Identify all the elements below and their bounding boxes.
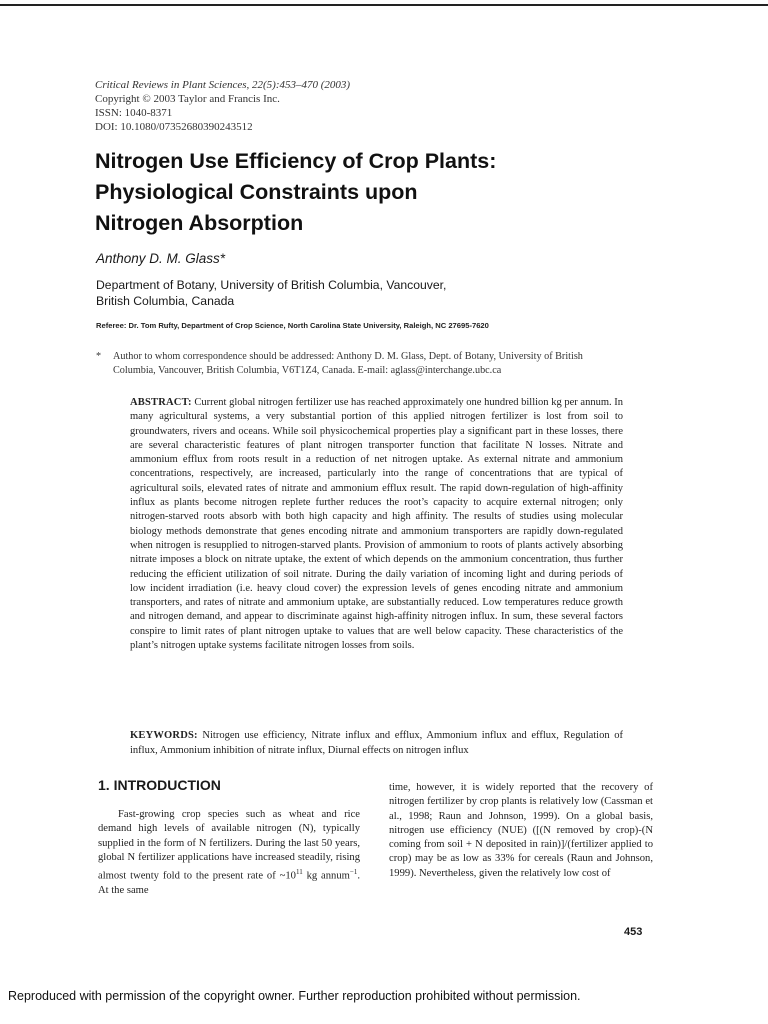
correspondence-footnote: [96, 350, 624, 378]
intro-right-column: time, however, it is widely reported that the recovery of nitrogen fertilizer by crop plants is relatively low (Cassman et al., 1998; Raun and Johnson, 1999). On a global basis, nitrogen use efficiency (NUE) ([(N removed by crop)-(N coming from soil + N deposited in rain)]/(fertilizer applied to crop) may be as low as 33% for cereals (Raun and Johnson, 1999). Nevertheless, given the relatively low cost of: [389, 782, 653, 879]
affiliation-line: Department of Botany, University of British Columbia, Vancouver,: [96, 278, 447, 292]
article-title: [95, 146, 685, 239]
abstract: [130, 396, 623, 653]
top-rule: [0, 4, 768, 6]
permission-notice: Reproduced with permission of the copyright owner. Further reproduction prohibited without permission.: [8, 989, 581, 1003]
title-line: Nitrogen Absorption: [95, 211, 304, 235]
intro-left-tail: . At the same: [98, 870, 360, 897]
affiliation-line: British Columbia, Canada: [96, 294, 235, 308]
keywords: [130, 729, 623, 758]
intro-left-unit: kg annum: [302, 870, 350, 882]
intro-left-column: [98, 808, 360, 898]
abstract-text: Current global nitrogen fertilizer use has reached approximately one hundred billion kg per annum. In many agricultural systems, a very substantial portion of this applied nitrogen fertilizer is lost from soil to groundwaters, rivers and oceans. While soil physicochemical properties play a significant part in these losses, there are several characteristic features of plant nitrogen transporter function that facilitate N losses. Nitrate and ammonium efflux from roots result in a reduction of net nitrogen uptake. As external nitrate and ammonium concentrations, respectively, are increased, particularly into the range of concentrations that are typical of agricultural soils, elevated rates of nitrate and ammonium efflux result. The rapid down-regulation of high-affinity influx as plants become nitrogen replete further reduces the root’s capacity to acquire external nitrogen; only nitrogen-starved roots absorb with both high capacity and high affinity. The results of studies using molecular biology methods demonstrate that genes encoding nitrate and ammonium transporters are rapidly down-regulated when nitrogen is resupplied to nitrogen-starved plants. Provision of ammonium to roots of plants actively absorbing nitrate imposes a block on nitrate uptake, the extent of which depends on the ammonium concentration, thus further reducing the efficient utilization of soil nitrate. During the daily variation of incoming light and during periods of low incident irradiation (i.e. heavy cloud cover) the expression levels of genes encoding nitrate and ammonium transporters, and rates of nitrate and ammonium uptake, are substantially reduced. Low temperatures reduce growth and nitrogen demand, and appear to discriminate against high-affinity nitrogen influx. In sum, these several factors conspire to limit rates of plant nitrogen uptake to values that are well below capacity. These characteristics of the plant’s nitrogen uptake systems facilitate nitrogen losses from soils.: [130, 397, 624, 652]
title-line: Physiological Constraints upon: [95, 180, 418, 204]
intro-left-text: Fast-growing crop species such as wheat and rice demand high levels of available nitrogen (N), typically supplied in the form of N fertilizers. During the last 50 years, global N fertilizer applications have increased steadily, rising almost twenty fold to the present rate of ~10: [98, 809, 360, 882]
doi-line: DOI: 10.1080/07352680390243512: [95, 121, 253, 133]
keywords-text: Nitrogen use efficiency, Nitrate influx and efflux, Ammonium influx and efflux, Regulation of influx, Ammonium inhibition of nitrate influx, Diurnal effects on nitrogen influx: [130, 730, 624, 756]
copyright-line: Copyright © 2003 Taylor and Francis Inc.: [95, 93, 280, 105]
footnote-mark: *: [96, 351, 102, 362]
referee-line: Referee: Dr. Tom Rufty, Department of Crop Science, North Carolina State University, Raleigh, NC 27695-7620: [96, 321, 489, 330]
issn-line: ISSN: 1040-8371: [95, 107, 173, 119]
affiliation: [96, 277, 446, 309]
footnote-text: Author to whom correspondence should be addressed: Anthony D. M. Glass, Dept. of Botany, University of British Columbia, Vancouver, British Columbia, V6T1Z4, Canada. E-mail: aglass@interchange.ubc.ca: [113, 351, 583, 376]
citation-block: [95, 78, 350, 134]
abstract-label: ABSTRACT:: [130, 397, 192, 408]
exponent: 11: [295, 868, 303, 877]
author-name: Anthony D. M. Glass*: [96, 251, 226, 266]
journal-citation: Critical Reviews in Plant Sciences, 22(5):453–470 (2003): [95, 79, 351, 91]
title-line: Nitrogen Use Efficiency of Crop Plants:: [95, 149, 497, 173]
exponent: −1: [349, 868, 358, 877]
keywords-label: KEYWORDS:: [130, 730, 198, 741]
section-heading: 1. INTRODUCTION: [98, 777, 221, 793]
page-number: 453: [624, 926, 643, 938]
